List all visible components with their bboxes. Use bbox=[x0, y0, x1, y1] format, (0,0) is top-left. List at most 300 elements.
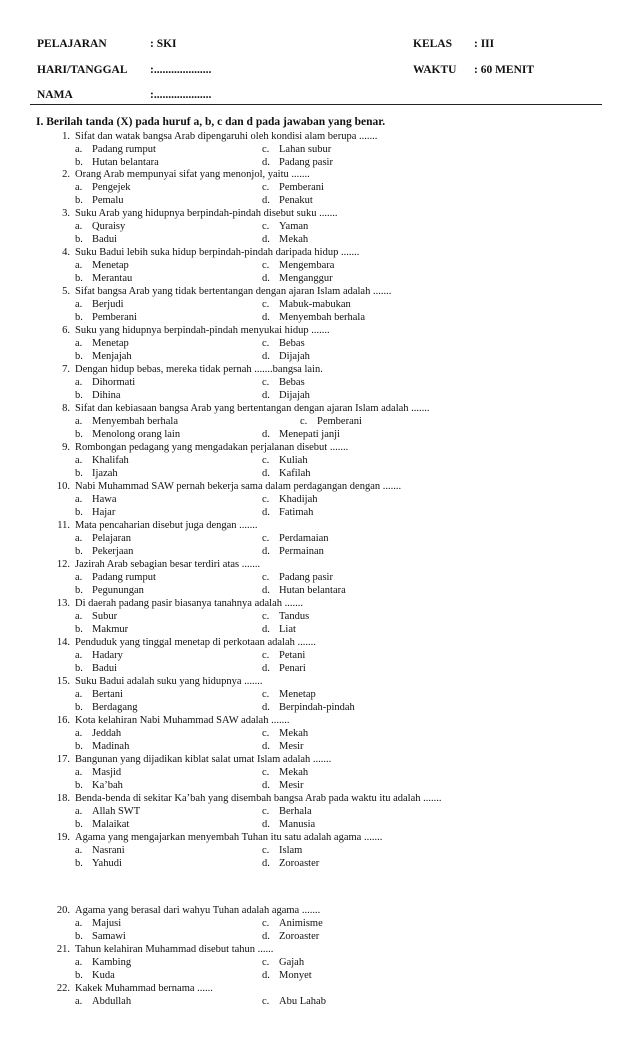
option-text: Petani bbox=[279, 650, 306, 661]
option-letter: c. bbox=[262, 494, 270, 505]
option-text: Zoroaster bbox=[279, 931, 320, 942]
option-letter: a. bbox=[75, 416, 83, 427]
option-letter: c. bbox=[262, 338, 270, 349]
option-letter: d. bbox=[262, 819, 270, 830]
question-text: Sifat bangsa Arab yang tidak bertentangan dengan ajaran Islam adalah ....... bbox=[75, 286, 392, 297]
option-letter: b. bbox=[75, 234, 83, 245]
option-text: Mesir bbox=[279, 741, 304, 752]
option-text: Madinah bbox=[92, 741, 130, 752]
option-letter: b. bbox=[75, 157, 83, 168]
option-letter: a. bbox=[75, 455, 83, 466]
option-text: Pengejek bbox=[92, 182, 131, 193]
option-b[interactable] bbox=[75, 819, 129, 830]
section-instruction: I. Berilah tanda (X) pada huruf a, b, c dan d pada jawaban yang benar. bbox=[36, 116, 386, 128]
nama-value: :.................... bbox=[150, 89, 212, 101]
option-letter: d. bbox=[262, 429, 270, 440]
option-letter: b. bbox=[75, 624, 83, 635]
option-b[interactable] bbox=[75, 351, 132, 362]
option-letter: a. bbox=[75, 144, 83, 155]
question-text: Nabi Muhammad SAW pernah bekerja sama dalam perdagangan dengan ....... bbox=[75, 481, 402, 492]
question-number: 14. bbox=[56, 637, 70, 648]
option-a[interactable] bbox=[75, 957, 131, 968]
option-text: Hajar bbox=[92, 507, 116, 518]
question-number: 11. bbox=[57, 520, 70, 531]
option-a[interactable] bbox=[75, 806, 140, 817]
option-letter: a. bbox=[75, 299, 83, 310]
option-letter: d. bbox=[262, 546, 270, 557]
option-text: Menetap bbox=[92, 338, 129, 349]
question-text: Orang Arab mempunyai sifat yang menonjol, yaitu ....... bbox=[75, 169, 310, 180]
option-a[interactable] bbox=[75, 260, 129, 271]
question-text: Jazirah Arab sebagian besar terdiri atas ....... bbox=[75, 559, 261, 570]
option-text: Pegunungan bbox=[92, 585, 144, 596]
option-b[interactable] bbox=[75, 157, 159, 168]
option-letter: d. bbox=[262, 351, 270, 362]
option-d[interactable] bbox=[262, 312, 365, 323]
option-text: Penari bbox=[279, 663, 306, 674]
option-text: Berdagang bbox=[92, 702, 138, 713]
option-c[interactable] bbox=[262, 299, 351, 310]
option-text: Badui bbox=[92, 663, 118, 674]
question-text: Agama yang berasal dari wahyu Tuhan adalah agama ....... bbox=[75, 905, 321, 916]
option-text: Mekah bbox=[279, 234, 309, 245]
option-a[interactable] bbox=[75, 650, 123, 661]
option-b[interactable] bbox=[75, 195, 124, 206]
question-number: 12. bbox=[56, 559, 70, 570]
option-text: Monyet bbox=[279, 970, 312, 981]
option-c[interactable] bbox=[262, 338, 305, 349]
option-a[interactable] bbox=[75, 845, 125, 856]
question-number: 9. bbox=[62, 442, 70, 453]
option-letter: b. bbox=[75, 931, 83, 942]
question-number: 21. bbox=[56, 944, 70, 955]
question-text: Suku yang hidupnya berpindah-pindah menyukai hidup ....... bbox=[75, 325, 330, 336]
option-text: Hadary bbox=[92, 650, 123, 661]
option-b[interactable] bbox=[75, 273, 132, 284]
option-b[interactable] bbox=[75, 970, 115, 981]
question-number: 1. bbox=[62, 131, 70, 142]
option-letter: a. bbox=[75, 182, 83, 193]
option-a[interactable] bbox=[75, 494, 117, 505]
option-letter: b. bbox=[75, 858, 83, 869]
option-text: Makmur bbox=[92, 624, 129, 635]
option-text: Hawa bbox=[92, 494, 117, 505]
question-number: 4. bbox=[62, 247, 70, 258]
option-c[interactable] bbox=[262, 918, 323, 929]
option-d[interactable] bbox=[262, 234, 308, 245]
option-text: Menepati janji bbox=[279, 429, 340, 440]
option-c[interactable] bbox=[262, 845, 302, 856]
option-letter: b. bbox=[75, 351, 83, 362]
question-number: 13. bbox=[56, 598, 70, 609]
option-d[interactable] bbox=[262, 195, 313, 206]
option-letter: d. bbox=[262, 858, 270, 869]
option-letter: c. bbox=[262, 996, 270, 1007]
option-letter: c. bbox=[262, 767, 270, 778]
option-a[interactable] bbox=[75, 572, 156, 583]
option-c[interactable] bbox=[262, 996, 326, 1007]
option-letter: d. bbox=[262, 507, 270, 518]
option-text: Pemberani bbox=[279, 182, 324, 193]
option-d[interactable] bbox=[262, 780, 304, 791]
question-number: 17. bbox=[56, 754, 70, 765]
option-text: Masjid bbox=[92, 767, 122, 778]
question-text: Bangunan yang dijadikan kiblat salat umat Islam adalah ....... bbox=[75, 754, 332, 765]
option-letter: a. bbox=[75, 221, 83, 232]
option-b[interactable] bbox=[75, 741, 129, 752]
option-text: Berjudi bbox=[92, 299, 124, 310]
question-text: Sifat dan kebiasaan bangsa Arab yang bertentangan dengan ajaran Islam adalah ....... bbox=[75, 403, 430, 414]
question-text: Kota kelahiran Nabi Muhammad SAW adalah ....... bbox=[75, 715, 290, 726]
option-d[interactable] bbox=[262, 273, 333, 284]
option-text: Khalifah bbox=[92, 455, 129, 466]
option-text: Pemberani bbox=[92, 312, 137, 323]
option-letter: d. bbox=[262, 468, 270, 479]
option-text: Samawi bbox=[92, 931, 126, 942]
option-letter: b. bbox=[75, 663, 83, 674]
option-d[interactable] bbox=[262, 931, 319, 942]
option-letter: c. bbox=[262, 455, 270, 466]
option-letter: d. bbox=[262, 780, 270, 791]
option-letter: d. bbox=[262, 234, 270, 245]
option-c[interactable] bbox=[262, 957, 304, 968]
option-text: Perdamaian bbox=[279, 533, 329, 544]
option-c[interactable] bbox=[262, 650, 305, 661]
option-text: Padang rumput bbox=[92, 144, 156, 155]
option-b[interactable] bbox=[75, 468, 118, 479]
option-b[interactable] bbox=[75, 858, 122, 869]
option-letter: d. bbox=[262, 624, 270, 635]
option-text: Mekah bbox=[279, 728, 309, 739]
option-letter: a. bbox=[75, 338, 83, 349]
option-text: Kuda bbox=[92, 970, 115, 981]
option-c[interactable] bbox=[262, 728, 308, 739]
option-c[interactable] bbox=[262, 455, 308, 466]
option-letter: c. bbox=[262, 806, 270, 817]
question-text: Suku Arab yang hidupnya berpindah-pindah disebut suku ....... bbox=[75, 208, 338, 219]
option-b[interactable] bbox=[75, 624, 128, 635]
option-b[interactable] bbox=[75, 429, 180, 440]
option-letter: d. bbox=[262, 195, 270, 206]
option-text: Pekerjaan bbox=[92, 546, 134, 557]
option-letter: a. bbox=[75, 767, 83, 778]
option-letter: c. bbox=[262, 533, 270, 544]
option-a[interactable] bbox=[75, 221, 125, 232]
option-d[interactable] bbox=[262, 468, 311, 479]
option-b[interactable] bbox=[75, 234, 117, 245]
option-text: Liat bbox=[279, 624, 296, 635]
option-d[interactable] bbox=[262, 819, 315, 830]
option-text: Padang rumput bbox=[92, 572, 156, 583]
option-b[interactable] bbox=[75, 702, 137, 713]
option-letter: d. bbox=[262, 702, 270, 713]
option-a[interactable] bbox=[75, 689, 123, 700]
option-a[interactable] bbox=[75, 299, 124, 310]
option-letter: c. bbox=[262, 377, 270, 388]
question-number: 16. bbox=[56, 715, 70, 726]
option-text: Menjajah bbox=[92, 351, 132, 362]
option-letter: a. bbox=[75, 918, 83, 929]
pelajaran-label: PELAJARAN bbox=[37, 38, 107, 50]
option-c[interactable] bbox=[300, 416, 362, 427]
option-letter: d. bbox=[262, 390, 270, 401]
option-c[interactable] bbox=[262, 260, 334, 271]
question-number: 22. bbox=[56, 983, 70, 994]
option-letter: c. bbox=[262, 728, 270, 739]
option-a[interactable] bbox=[75, 338, 129, 349]
option-text: Berpindah-pindah bbox=[279, 702, 355, 713]
option-d[interactable] bbox=[262, 702, 355, 713]
option-letter: c. bbox=[262, 144, 270, 155]
option-text: Padang pasir bbox=[279, 157, 333, 168]
question-number: 15. bbox=[56, 676, 70, 687]
option-letter: a. bbox=[75, 533, 83, 544]
option-b[interactable] bbox=[75, 390, 121, 401]
option-text: Kafilah bbox=[279, 468, 311, 479]
option-a[interactable] bbox=[75, 611, 117, 622]
option-a[interactable] bbox=[75, 455, 129, 466]
question-number: 10. bbox=[56, 481, 70, 492]
option-c[interactable] bbox=[262, 767, 308, 778]
question-text: Mata pencaharian disebut juga dengan ....... bbox=[75, 520, 258, 531]
option-b[interactable] bbox=[75, 663, 117, 674]
option-b[interactable] bbox=[75, 507, 115, 518]
option-letter: a. bbox=[75, 728, 83, 739]
option-text: Penakut bbox=[279, 195, 313, 206]
question-text: Benda-benda di sekitar Ka’bah yang disembah bangsa Arab pada waktu itu adalah ....... bbox=[75, 793, 442, 804]
question-text: Tahun kelahiran Muhammad disebut tahun ...... bbox=[75, 944, 274, 955]
question-text: Rombongan pedagang yang mengadakan perjalanan disebut ....... bbox=[75, 442, 349, 453]
option-b[interactable] bbox=[75, 931, 126, 942]
question-number: 19. bbox=[56, 832, 70, 843]
option-letter: b. bbox=[75, 780, 83, 791]
hari-tanggal-value: :.................... bbox=[150, 64, 212, 76]
option-text: Jeddah bbox=[92, 728, 122, 739]
option-d[interactable] bbox=[262, 585, 346, 596]
option-text: Yaman bbox=[279, 221, 309, 232]
option-c[interactable] bbox=[262, 572, 333, 583]
kelas-value: : III bbox=[474, 38, 495, 50]
option-text: Dijajah bbox=[279, 390, 310, 401]
option-letter: c. bbox=[262, 689, 270, 700]
waktu-label: WAKTU bbox=[413, 64, 457, 76]
option-text: Mabuk-mabukan bbox=[279, 299, 351, 310]
option-text: Lahan subur bbox=[279, 144, 332, 155]
question-number: 2. bbox=[62, 169, 70, 180]
question-number: 8. bbox=[62, 403, 70, 414]
kelas-label: KELAS bbox=[413, 38, 452, 50]
option-text: Hutan belantara bbox=[279, 585, 346, 596]
option-text: Yahudi bbox=[92, 858, 122, 869]
option-letter: d. bbox=[262, 931, 270, 942]
option-letter: c. bbox=[262, 572, 270, 583]
option-letter: a. bbox=[75, 494, 83, 505]
option-d[interactable] bbox=[262, 157, 333, 168]
option-letter: a. bbox=[75, 689, 83, 700]
option-text: Abu Lahab bbox=[279, 996, 326, 1007]
header-divider bbox=[30, 104, 602, 105]
option-text: Menganggur bbox=[279, 273, 333, 284]
option-letter: c. bbox=[262, 845, 270, 856]
option-text: Subur bbox=[92, 611, 118, 622]
option-a[interactable] bbox=[75, 767, 121, 778]
option-d[interactable] bbox=[262, 858, 319, 869]
option-letter: a. bbox=[75, 650, 83, 661]
option-b[interactable] bbox=[75, 585, 144, 596]
option-text: Islam bbox=[279, 845, 303, 856]
option-letter: c. bbox=[262, 650, 270, 661]
option-letter: b. bbox=[75, 507, 83, 518]
option-a[interactable] bbox=[75, 182, 131, 193]
option-a[interactable] bbox=[75, 416, 178, 427]
option-letter: c. bbox=[262, 221, 270, 232]
option-letter: b. bbox=[75, 312, 83, 323]
option-c[interactable] bbox=[262, 144, 331, 155]
option-text: Menetap bbox=[279, 689, 316, 700]
question-text: Kakek Muhammad bernama ...... bbox=[75, 983, 213, 994]
option-text: Berhala bbox=[279, 806, 312, 817]
option-d[interactable] bbox=[262, 429, 340, 440]
question-text: Di daerah padang pasir biasanya tanahnya adalah ....... bbox=[75, 598, 303, 609]
option-letter: a. bbox=[75, 957, 83, 968]
option-text: Kambing bbox=[92, 957, 132, 968]
option-c[interactable] bbox=[262, 494, 318, 505]
hari-tanggal-label: HARI/TANGGAL bbox=[37, 64, 128, 76]
option-c[interactable] bbox=[262, 689, 316, 700]
option-text: Pelajaran bbox=[92, 533, 132, 544]
option-text: Pemalu bbox=[92, 195, 124, 206]
waktu-value: : 60 MENIT bbox=[474, 64, 535, 76]
option-a[interactable] bbox=[75, 728, 121, 739]
option-letter: d. bbox=[262, 157, 270, 168]
option-a[interactable] bbox=[75, 918, 121, 929]
option-letter: d. bbox=[262, 663, 270, 674]
option-c[interactable] bbox=[262, 611, 309, 622]
option-text: Malaikat bbox=[92, 819, 130, 830]
option-text: Bertani bbox=[92, 689, 123, 700]
pelajaran-value: : SKI bbox=[150, 38, 177, 50]
option-text: Quraisy bbox=[92, 221, 126, 232]
question-text: Suku Badui lebih suka hidup berpindah-pindah daripada hidup ....... bbox=[75, 247, 360, 258]
question-number: 5. bbox=[62, 286, 70, 297]
option-letter: d. bbox=[262, 970, 270, 981]
question-number: 7. bbox=[62, 364, 70, 375]
option-text: Fatimah bbox=[279, 507, 314, 518]
question-text: Suku Badui adalah suku yang hidupnya ....... bbox=[75, 676, 263, 687]
option-c[interactable] bbox=[262, 533, 329, 544]
option-letter: c. bbox=[262, 957, 270, 968]
option-text: Zoroaster bbox=[279, 858, 320, 869]
option-letter: c. bbox=[262, 299, 270, 310]
option-text: Manusia bbox=[279, 819, 316, 830]
option-c[interactable] bbox=[262, 806, 312, 817]
option-text: Khadijah bbox=[279, 494, 318, 505]
option-text: Menetap bbox=[92, 260, 129, 271]
question-number: 6. bbox=[62, 325, 70, 336]
option-text: Permainan bbox=[279, 546, 324, 557]
option-text: Ka’bah bbox=[92, 780, 123, 791]
option-letter: b. bbox=[75, 429, 83, 440]
option-text: Merantau bbox=[92, 273, 133, 284]
option-text: Abdullah bbox=[92, 996, 132, 1007]
option-a[interactable] bbox=[75, 996, 131, 1007]
option-b[interactable] bbox=[75, 312, 137, 323]
option-c[interactable] bbox=[262, 221, 308, 232]
nama-label: NAMA bbox=[37, 89, 73, 101]
option-text: Badui bbox=[92, 234, 118, 245]
option-b[interactable] bbox=[75, 780, 123, 791]
option-letter: b. bbox=[75, 390, 83, 401]
option-text: Allah SWT bbox=[92, 806, 141, 817]
option-letter: b. bbox=[75, 702, 83, 713]
option-letter: a. bbox=[75, 996, 83, 1007]
option-a[interactable] bbox=[75, 144, 156, 155]
option-letter: a. bbox=[75, 260, 83, 271]
option-text: Hutan belantara bbox=[92, 157, 159, 168]
option-letter: d. bbox=[262, 585, 270, 596]
option-letter: b. bbox=[75, 741, 83, 752]
option-letter: b. bbox=[75, 195, 83, 206]
option-d[interactable] bbox=[262, 970, 312, 981]
option-d[interactable] bbox=[262, 663, 306, 674]
option-letter: b. bbox=[75, 970, 83, 981]
option-d[interactable] bbox=[262, 546, 324, 557]
option-letter: c. bbox=[300, 416, 308, 427]
option-d[interactable] bbox=[262, 351, 310, 362]
option-text: Menyembah berhala bbox=[279, 312, 366, 323]
option-letter: a. bbox=[75, 611, 83, 622]
question-number: 3. bbox=[62, 208, 70, 219]
option-d[interactable] bbox=[262, 624, 296, 635]
option-d[interactable] bbox=[262, 507, 313, 518]
option-text: Pemberani bbox=[317, 416, 362, 427]
option-letter: c. bbox=[262, 918, 270, 929]
option-letter: a. bbox=[75, 377, 83, 388]
option-d[interactable] bbox=[262, 390, 310, 401]
option-text: Ijazah bbox=[92, 468, 118, 479]
question-text: Penduduk yang tinggal menetap di perkotaan adalah ....... bbox=[75, 637, 316, 648]
question-text: Sifat dan watak bangsa Arab dipengaruhi oleh kondisi alam berupa ....... bbox=[75, 131, 378, 142]
option-letter: b. bbox=[75, 546, 83, 557]
question-text: Agama yang mengajarkan menyembah Tuhan itu satu adalah agama ....... bbox=[75, 832, 383, 843]
option-letter: d. bbox=[262, 741, 270, 752]
option-text: Mekah bbox=[279, 767, 309, 778]
option-text: Nasrani bbox=[92, 845, 125, 856]
option-letter: c. bbox=[262, 260, 270, 271]
option-letter: a. bbox=[75, 806, 83, 817]
option-text: Animisme bbox=[279, 918, 323, 929]
option-letter: b. bbox=[75, 273, 83, 284]
option-text: Mengembara bbox=[279, 260, 335, 271]
option-text: Menolong orang lain bbox=[92, 429, 181, 440]
option-a[interactable] bbox=[75, 533, 131, 544]
option-text: Padang pasir bbox=[279, 572, 333, 583]
option-c[interactable] bbox=[262, 377, 305, 388]
question-text: Dengan hidup bebas, mereka tidak pernah .......bangsa lain. bbox=[75, 364, 323, 375]
option-letter: b. bbox=[75, 585, 83, 596]
option-letter: b. bbox=[75, 819, 83, 830]
option-b[interactable] bbox=[75, 546, 133, 557]
option-a[interactable] bbox=[75, 377, 135, 388]
option-text: Majusi bbox=[92, 918, 122, 929]
option-letter: a. bbox=[75, 572, 83, 583]
option-c[interactable] bbox=[262, 182, 324, 193]
option-letter: c. bbox=[262, 182, 270, 193]
option-text: Kuliah bbox=[279, 455, 308, 466]
option-d[interactable] bbox=[262, 741, 304, 752]
option-text: Dihormati bbox=[92, 377, 136, 388]
option-letter: b. bbox=[75, 468, 83, 479]
